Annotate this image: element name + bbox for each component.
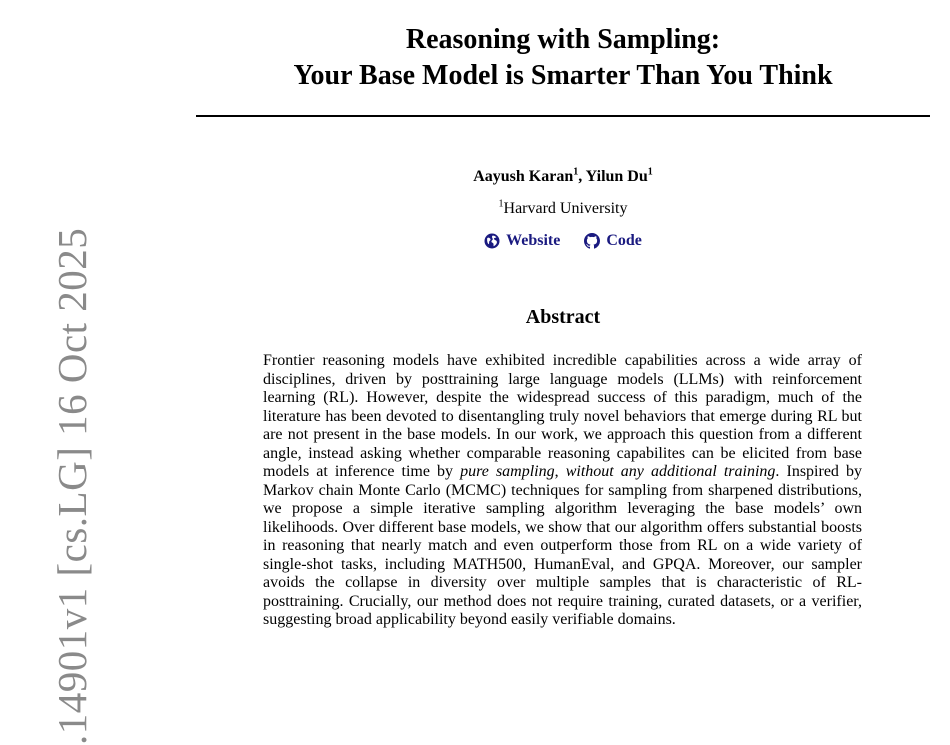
author-affil-mark: 1	[573, 166, 579, 178]
abstract-text: . Inspired by Markov chain Monte Carlo (MCMC) techniques for sampling from sharpened distributions, we propose a simple iterative sampling algorithm leveraging the base models’ own likelihoods. Over different base models, we show that our algorithm offers substantial boosts in reasoning that nearly match and even outperform those from RL on a wide variety of single-shot tasks, including MATH500, HumanEval, and GPQA. Moreover, our sampler avoids the collapse in diversity over multiple samples that is characteristic of RL-posttraining. Crucially, our method does not require training, curated datasets, or a verifier, suggesting broad applicability beyond easily verifiable domains.	[263, 463, 863, 628]
abstract-heading: Abstract	[525, 306, 601, 328]
code-link-label: Code	[606, 232, 642, 249]
website-link-label: Website	[506, 232, 561, 249]
affiliation-mark: 1	[498, 198, 504, 210]
code-link[interactable]	[584, 232, 642, 250]
abstract-body	[263, 352, 862, 630]
paper-title	[196, 22, 930, 94]
title-line-1: Reasoning with Sampling:	[405, 24, 721, 55]
title-divider	[196, 115, 930, 117]
abstract-emphasis: without any additional training	[565, 463, 776, 480]
author-separator: ,	[578, 168, 586, 185]
github-icon	[584, 233, 600, 249]
author-name: Yilun Du	[585, 168, 648, 185]
abstract-emphasis: pure sampling	[460, 463, 555, 480]
affiliation	[196, 200, 930, 218]
arxiv-identifier-stamp: .14901v1 [cs.LG] 16 Oct 2025	[49, 227, 95, 745]
author-affil-mark: 1	[647, 166, 653, 178]
affiliation-name: Harvard University	[503, 200, 628, 217]
paper-links	[196, 232, 930, 254]
abstract-text: Frontier reasoning models have exhibited incredible capabilities across a wide array of disciplines, driven by posttraining large language models (LLMs) with reinforcement learning (RL). However, despite the widespread success of this paradigm, much of the literature has been devoted to disentangling truly novel behaviors that emerge during RL but are not present in the base models. In our work, we approach this question from a different angle, instead asking whether comparable reasoning capabilites can be elicited from base models at inference time by	[263, 352, 862, 480]
website-link[interactable]	[484, 232, 560, 250]
globe-icon	[484, 233, 500, 249]
author-list	[196, 168, 930, 186]
title-line-2: Your Base Model is Smarter Than You Think	[293, 60, 833, 91]
abstract-text: ,	[554, 463, 566, 480]
author-name: Aayush Karan	[473, 168, 574, 185]
